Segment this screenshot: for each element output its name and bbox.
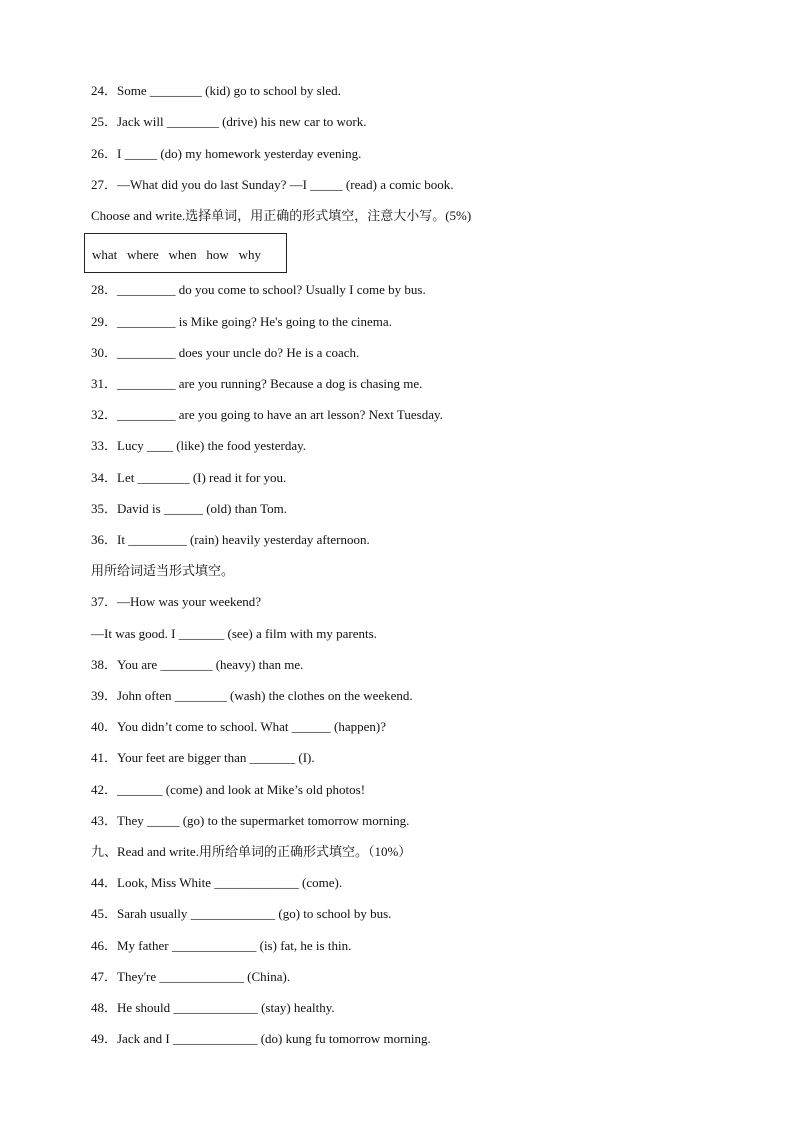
line-44: 44．Look, Miss White _____________ (come). bbox=[91, 875, 343, 890]
line-42: 42．_______ (come) and look at Mike’s old photos! bbox=[91, 782, 366, 797]
line-25: 25．Jack will ________ (drive) his new car to work. bbox=[91, 114, 367, 129]
section-heading-read-write: 九、Read and write.用所给单词的正确形式填空。（10%） bbox=[91, 844, 412, 859]
line-28: 28．_________ do you come to school? Usually I come by bus. bbox=[91, 282, 426, 297]
line-33: 33．Lucy ____ (like) the food yesterday. bbox=[91, 438, 307, 453]
line-41: 41．Your feet are bigger than _______ (I). bbox=[91, 750, 315, 765]
section-heading-given-words: 用所给词适当形式填空。 bbox=[91, 563, 235, 578]
line-34: 34．Let ________ (I) read it for you. bbox=[91, 470, 287, 485]
line-48: 48．He should _____________ (stay) healthy. bbox=[91, 1000, 335, 1015]
line-39: 39．John often ________ (wash) the clothes on the weekend. bbox=[91, 688, 413, 703]
section-heading-choose-write: Choose and write.选择单词，用正确的形式填空，注意大小写。(5%) bbox=[91, 208, 472, 223]
line-30: 30．_________ does your uncle do? He is a coach. bbox=[91, 345, 360, 360]
line-45: 45．Sarah usually _____________ (go) to school by bus. bbox=[91, 906, 392, 921]
line-37: 37．—How was your weekend? bbox=[91, 594, 262, 609]
line-43: 43．They _____ (go) to the supermarket tomorrow morning. bbox=[91, 813, 410, 828]
line-32: 32．_________ are you going to have an art lesson? Next Tuesday. bbox=[91, 407, 443, 422]
line-31: 31．_________ are you running? Because a dog is chasing me. bbox=[91, 376, 423, 391]
line-36: 36．It _________ (rain) heavily yesterday afternoon. bbox=[91, 532, 370, 547]
word-bank-words: what where when how why bbox=[92, 247, 261, 262]
line-26: 26．I _____ (do) my homework yesterday evening. bbox=[91, 146, 362, 161]
line-37-answer: —It was good. I _______ (see) a film with my parents. bbox=[91, 626, 377, 641]
line-24: 24．Some ________ (kid) go to school by sled. bbox=[91, 83, 341, 98]
line-47: 47．They're _____________ (China). bbox=[91, 969, 291, 984]
line-38: 38．You are ________ (heavy) than me. bbox=[91, 657, 304, 672]
line-49: 49．Jack and I _____________ (do) kung fu tomorrow morning. bbox=[91, 1031, 431, 1046]
line-35: 35．David is ______ (old) than Tom. bbox=[91, 501, 288, 516]
line-40: 40．You didn’t come to school. What ______ (happen)? bbox=[91, 719, 386, 734]
line-29: 29．_________ is Mike going? He's going to the cinema. bbox=[91, 314, 392, 329]
word-bank-box bbox=[84, 233, 287, 273]
line-46: 46．My father _____________ (is) fat, he is thin. bbox=[91, 938, 352, 953]
line-27: 27．—What did you do last Sunday? —I _____ (read) a comic book. bbox=[91, 177, 454, 192]
